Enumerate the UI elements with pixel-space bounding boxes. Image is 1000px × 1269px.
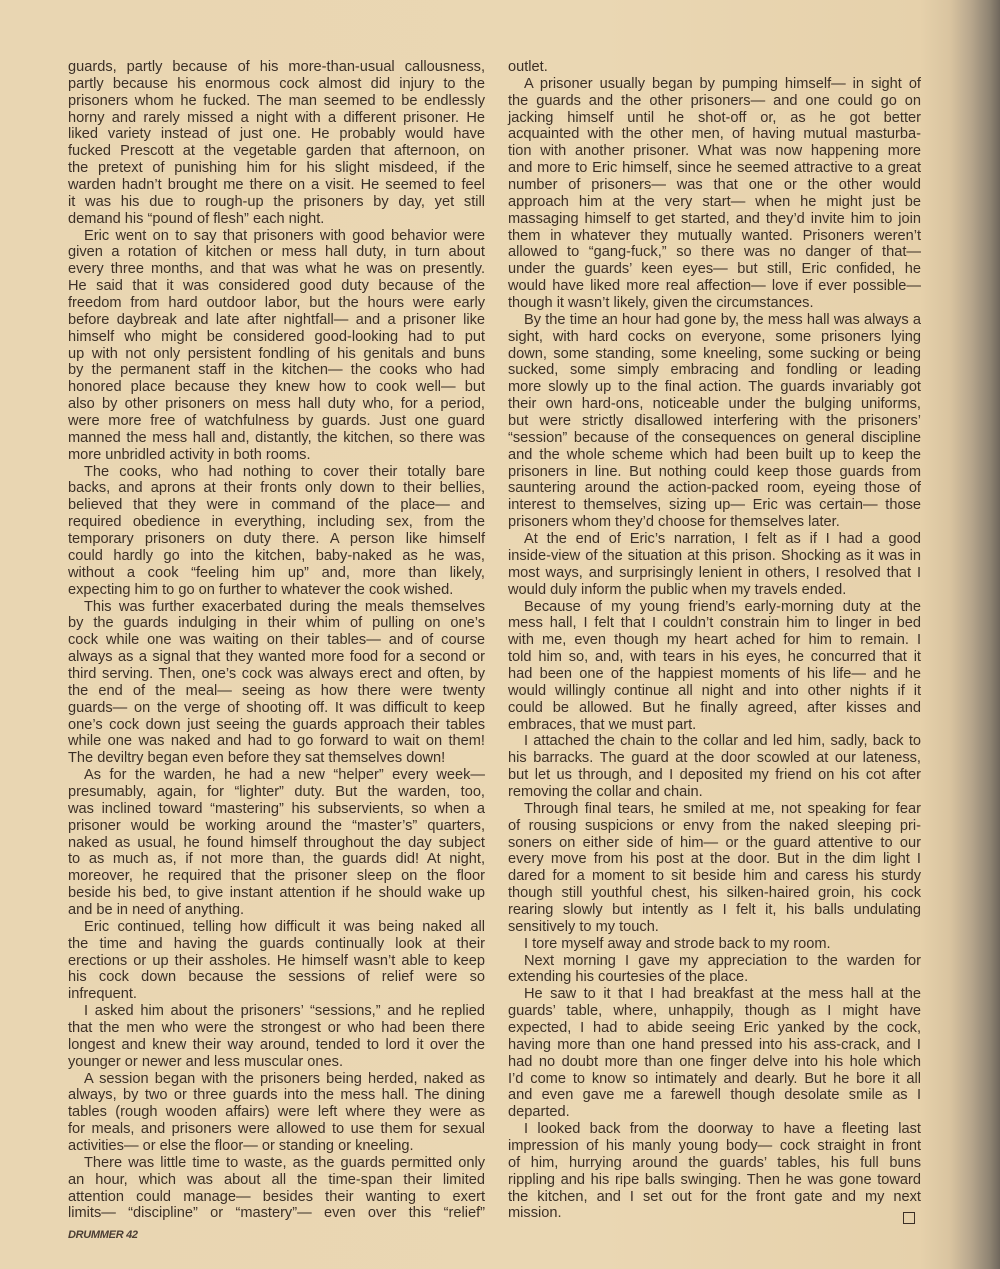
- text-line: but let us through, and I deposited my friend on his cot after: [508, 767, 921, 784]
- text-line: There was little time to waste, as the guards permitted only: [84, 1154, 485, 1171]
- paragraph: [68, 59, 485, 228]
- paragraph: [68, 599, 485, 768]
- text-line: At the end of Eric’s narration, I felt as if I had a good: [524, 531, 921, 548]
- text-line: number of prisoners— was that one or the other would: [508, 177, 921, 194]
- text-line: and more to Eric himself, since he seemed attractive to a great: [508, 160, 921, 177]
- text-column-left: [68, 59, 485, 1222]
- text-line: expected, I had to abide seeing Eric yanked by the cock,: [508, 1019, 921, 1036]
- text-line: the end of the meal— seeing as how there were twenty: [68, 682, 485, 699]
- text-line: the time and having the guards continually look at their: [68, 935, 485, 952]
- paragraph: [508, 733, 921, 800]
- paragraph: [508, 531, 921, 598]
- text-line: mess hall, I felt that I couldn’t constrain him to linger in bed: [508, 615, 921, 632]
- text-line: sucked, some simply embracing and fondling or leading: [508, 362, 921, 379]
- text-line: of rousing suspicions or envy from the naked sleeping pri-: [508, 817, 921, 834]
- text-line: I attached the chain to the collar and led him, sadly, back to: [524, 733, 921, 750]
- text-line: tables (rough wooden affairs) were left where they were as: [68, 1104, 485, 1121]
- text-line: more slowly up to the final action. The guards invariably got: [508, 379, 921, 396]
- text-line: to as much as, if not more than, the guards did! At night,: [68, 851, 485, 868]
- text-line: having more than one hand pressed into his ass-crack, and I: [508, 1036, 921, 1053]
- text-line: He saw to it that I had breakfast at the mess hall at the: [524, 986, 921, 1003]
- paragraph: [68, 919, 485, 1003]
- text-line: also by other prisoners on mess hall duty who, for a period,: [68, 396, 485, 413]
- text-line: younger or newer and less muscular ones.: [68, 1053, 343, 1070]
- paragraph: [508, 312, 921, 531]
- text-line: but were strictly disallowed interfering with the prisoners’: [508, 413, 921, 430]
- text-line: warden hadn’t brought me there on a visit. He seemed to feel: [68, 177, 485, 194]
- text-line: had been one of the happiest moments of his life— and he: [508, 665, 921, 682]
- text-line: while one was naked and had to go forward to wait on them!: [68, 733, 485, 750]
- text-line: the kitchen, and I set out for the front gate and my next: [508, 1188, 921, 1205]
- end-of-story-square-icon: [903, 1212, 915, 1224]
- text-line: presumably, again, for “lighter” duty. But the warden, too,: [68, 783, 485, 800]
- text-line: by the guards indulging in their whim of pulling on one’s: [68, 615, 485, 632]
- text-line: would duly inform the public when my travels ended.: [508, 581, 847, 598]
- text-line: had no doubt more than one finger delve into his hole which: [508, 1053, 921, 1070]
- text-line: beside his bed, to give instant attention if he should wake up: [68, 885, 485, 902]
- text-line: it was his due to rough-up the prisoners by day, yet still: [68, 193, 485, 210]
- paragraph: [68, 228, 485, 464]
- text-line: always, by two or three guards into the mess hall. The dining: [68, 1087, 485, 1104]
- text-line: was inclined toward “mastering” his subservients, so when a: [68, 800, 485, 817]
- text-line: expecting him to go on further to whatever the cook wished.: [68, 581, 454, 598]
- text-line: longest and knew their way around, tended to lord it over the: [68, 1036, 485, 1053]
- text-line: removing the collar and chain.: [508, 783, 703, 800]
- text-line: with me, even though my heart ached for him to remain. I: [508, 632, 921, 649]
- text-line: prisoners whom they’d choose for themselves later.: [508, 514, 840, 531]
- text-line: tion with another prisoner. What was now happening more: [508, 143, 921, 160]
- text-line: dared for a moment to sit beside him and caress his sturdy: [508, 868, 921, 885]
- text-line: told him so, and, with tears in his eyes, he concurred that it: [508, 649, 921, 666]
- text-line: them in whatever they mutually wanted. Prisoners weren’t: [508, 227, 921, 244]
- text-line: partly because his enormous cock almost did injury to the: [68, 75, 485, 92]
- text-line: cock while one was waiting on their tables— and of course: [68, 632, 485, 649]
- text-line: fucked Prescott at the vegetable garden that afternoon, on: [68, 143, 485, 160]
- text-line: I asked him about the prisoners’ “sessions,” and he replied: [84, 1003, 485, 1020]
- text-line: could be allowed. But he finally agreed, after kisses and: [508, 699, 921, 716]
- text-line: limits— “discipline” or “mastery”— even over this “relief”: [68, 1205, 485, 1222]
- paragraph: [68, 767, 485, 919]
- text-line: his barracks. The guard at the door scowled at our lateness,: [508, 750, 921, 767]
- text-line: Eric went on to say that prisoners with good behavior were: [84, 227, 485, 244]
- text-line: A prisoner usually began by pumping himself— in sight of: [524, 75, 921, 92]
- text-line: sauntering around the action-packed room, eyeing those of: [508, 480, 921, 497]
- text-line: I’d come to know so intimately and dearly. But he bore it all: [508, 1070, 921, 1087]
- text-line: liked variety instead of just one. He probably would have: [68, 126, 485, 143]
- text-line: manned the mess hall and, distantly, the kitchen, so there was: [68, 429, 485, 446]
- text-line: third serving. Then, one’s cock was always erect and often, by: [68, 665, 485, 682]
- text-line: were more free of watchfulness by guards. Just one guard: [68, 413, 485, 430]
- text-line: prisoners in line. But nothing could keep those guards from: [508, 463, 921, 480]
- text-line: allowed to “gang-fuck,” so there was no danger of that—: [508, 244, 921, 261]
- paragraph: [508, 76, 921, 312]
- text-line: I tore myself away and strode back to my room.: [524, 935, 831, 952]
- text-line: given a rotation of kitchen or mess hall duty, in turn about: [68, 244, 485, 261]
- text-line: He said that it was considered good duty because of the: [68, 278, 485, 295]
- text-line: required obedience in everything, including sex, from the: [68, 514, 485, 531]
- text-line: horny and rarely missed a night with a different prisoner. He: [68, 109, 485, 126]
- text-line: could hardly go into the kitchen, baby-naked as he was,: [68, 547, 485, 564]
- paragraph: [68, 1155, 485, 1222]
- text-line: embraces, that we must part.: [508, 716, 697, 733]
- text-line: prisoners whom he fucked. The man seemed to be endlessly: [68, 92, 485, 109]
- text-line: though it wasn’t likely, given the circumstances.: [508, 295, 814, 312]
- text-line: though still youthful chest, his silken-haired groin, his cock: [508, 885, 921, 902]
- paragraph: [508, 986, 921, 1121]
- text-line: attention could manage— besides their wanting to exert: [68, 1188, 485, 1205]
- text-line: their own hard-ons, noticeable under the bulging uniforms,: [508, 396, 921, 413]
- text-line: his cock down because the sessions of relief were so: [68, 969, 485, 986]
- text-line: every move from his post at the door. But in the dim light I: [508, 851, 921, 868]
- paragraph: [508, 59, 921, 76]
- text-line: activities— or else the floor— or standing or kneeling.: [68, 1138, 414, 1154]
- text-line: would willingly continue all night and into other nights if it: [508, 682, 921, 699]
- text-line: moreover, he required that the prisoner sleep on the floor: [68, 868, 485, 885]
- text-line: rippling and his ripe balls swinging. Then he was gone toward: [508, 1171, 921, 1188]
- text-line: prisoner would be working around the “master’s” quarters,: [68, 817, 485, 834]
- text-line: without a cook “feeling him up” and, more than likely,: [68, 564, 485, 581]
- text-line: guards— on the verge of shooting off. It was difficult to keep: [68, 699, 485, 716]
- text-line: soners on either side of him— or the guard attentive to our: [508, 834, 921, 851]
- text-line: Next morning I gave my appreciation to the warden for: [524, 952, 921, 969]
- text-line: up with not only persistent fondling of his genitals and buns: [68, 345, 485, 362]
- text-line: by the permanent staff in the kitchen— the cooks who had: [68, 362, 485, 379]
- text-line: more unbridled activity in both rooms.: [68, 446, 311, 463]
- text-line: outlet.: [508, 59, 548, 75]
- text-line: naked as usual, he found himself throughout the day subject: [68, 834, 485, 851]
- text-line: would have liked more real affection— love if ever possible—: [508, 278, 921, 295]
- text-line: sight, with hard cocks on everyone, some prisoners lying: [508, 328, 921, 345]
- text-line: approach him at the very start— when he might just be: [508, 193, 921, 210]
- text-line: The deviltry began even before they sat themselves down!: [68, 750, 446, 767]
- text-line: By the time an hour had gone by, the mess hall was always a: [524, 311, 921, 328]
- text-line: of him, hurrying around the guards’ tables, his full buns: [508, 1154, 921, 1171]
- text-line: every three months, and that was what he was on presently.: [68, 261, 485, 278]
- text-line: under the guards’ keen eyes— but still, Eric confided, he: [508, 261, 921, 278]
- text-line: down, some standing, some kneeling, some sucking or being: [508, 345, 921, 362]
- text-line: before daybreak and late after nightfall— and a prisoner like: [68, 311, 485, 328]
- paragraph: [68, 1071, 485, 1155]
- paragraph: [508, 1121, 921, 1222]
- text-line: The cooks, who had nothing to cover their totally bare: [84, 463, 485, 480]
- text-line: backs, and aprons at their fronts only down to their bellies,: [68, 480, 485, 497]
- paragraph: [68, 464, 485, 599]
- text-line: believed that they were in command of the place— and: [68, 497, 485, 514]
- text-line: erections or up their assholes. He himself wasn’t able to keep: [68, 952, 485, 969]
- paragraph: [508, 936, 921, 953]
- text-line: impression of his manly young body— cock straight in front: [508, 1138, 921, 1154]
- text-line: demand his “pound of flesh” each night.: [68, 210, 325, 227]
- text-line: acquainted with the other men, of having mutual masturba-: [508, 126, 921, 143]
- text-line: honored place because they knew how to cook well— but: [68, 379, 485, 396]
- paragraph: [68, 1003, 485, 1070]
- text-line: most ways, and surprisingly lenient in others, I resolved that I: [508, 564, 921, 581]
- text-line: sensitively to my touch.: [508, 918, 659, 935]
- text-line: and the whole scheme which had been built up to keep the: [508, 446, 921, 463]
- text-line: mission.: [508, 1205, 562, 1222]
- text-line: an hour, which was about all the time-span their limited: [68, 1171, 485, 1188]
- paragraph: [508, 599, 921, 734]
- text-line: This was further exacerbated during the meals themselves: [84, 598, 485, 615]
- text-line: Because of my young friend’s early-morning duty at the: [524, 598, 921, 615]
- text-line: jacking himself until he shot-off or, as he got better: [508, 109, 921, 126]
- text-line: that the men who were the strongest or who had been there: [68, 1019, 485, 1036]
- text-line: guards’ table, where, unhappily, though as I might have: [508, 1003, 921, 1020]
- text-line: interest to themselves, sizing up— Eric was certain— those: [508, 497, 921, 514]
- text-line: rearing slowly but intently as I felt it, his balls undulating: [508, 901, 921, 918]
- text-line: extending his courtesies of the place.: [508, 969, 749, 986]
- paragraph: [508, 953, 921, 987]
- text-line: departed.: [508, 1104, 570, 1121]
- text-line: himself who might be considered good-looking had to put: [68, 328, 485, 345]
- text-line: one’s cock down just seeing the guards approach their tables: [68, 716, 485, 733]
- text-column-right: [508, 59, 921, 1222]
- text-line: I looked back from the doorway to have a fleeting last: [524, 1121, 921, 1138]
- text-line: infrequent.: [68, 986, 137, 1003]
- text-line: the pretext of punishing him for his slight misdeed, if the: [68, 160, 485, 177]
- text-line: As for the warden, he had a new “helper” every week—: [84, 767, 485, 784]
- text-line: Eric continued, telling how difficult it was being naked all: [84, 918, 485, 935]
- text-line: A session began with the prisoners being herded, naked as: [84, 1070, 485, 1087]
- text-line: massaging himself to get started, and they’d invite him to join: [508, 210, 921, 227]
- text-line: freedom from hard outdoor labor, but the hours were early: [68, 295, 485, 312]
- text-line: and be in need of anything.: [68, 901, 245, 918]
- text-line: guards, partly because of his more-than-usual callousness,: [68, 59, 485, 75]
- text-line: always as a signal that they wanted more food for a second or: [68, 649, 485, 666]
- paragraph: [508, 801, 921, 936]
- page-footer-folio: DRUMMER 42: [68, 1229, 138, 1241]
- text-line: “session” because of the consequences on general discipline: [508, 429, 921, 446]
- text-line: inside-view of the situation at this prison. Shocking as it was in: [508, 547, 921, 564]
- text-line: temporary prisoners on duty there. A person like himself: [68, 531, 485, 548]
- text-line: Through final tears, he smiled at me, not speaking for fear: [524, 800, 921, 817]
- text-line: and even gave me a farewell though desolate smile as I: [508, 1087, 921, 1104]
- text-line: the guards and the other prisoners— and one could go on: [508, 92, 921, 109]
- text-line: for meals, and prisoners were allowed to use them for sexual: [68, 1121, 485, 1138]
